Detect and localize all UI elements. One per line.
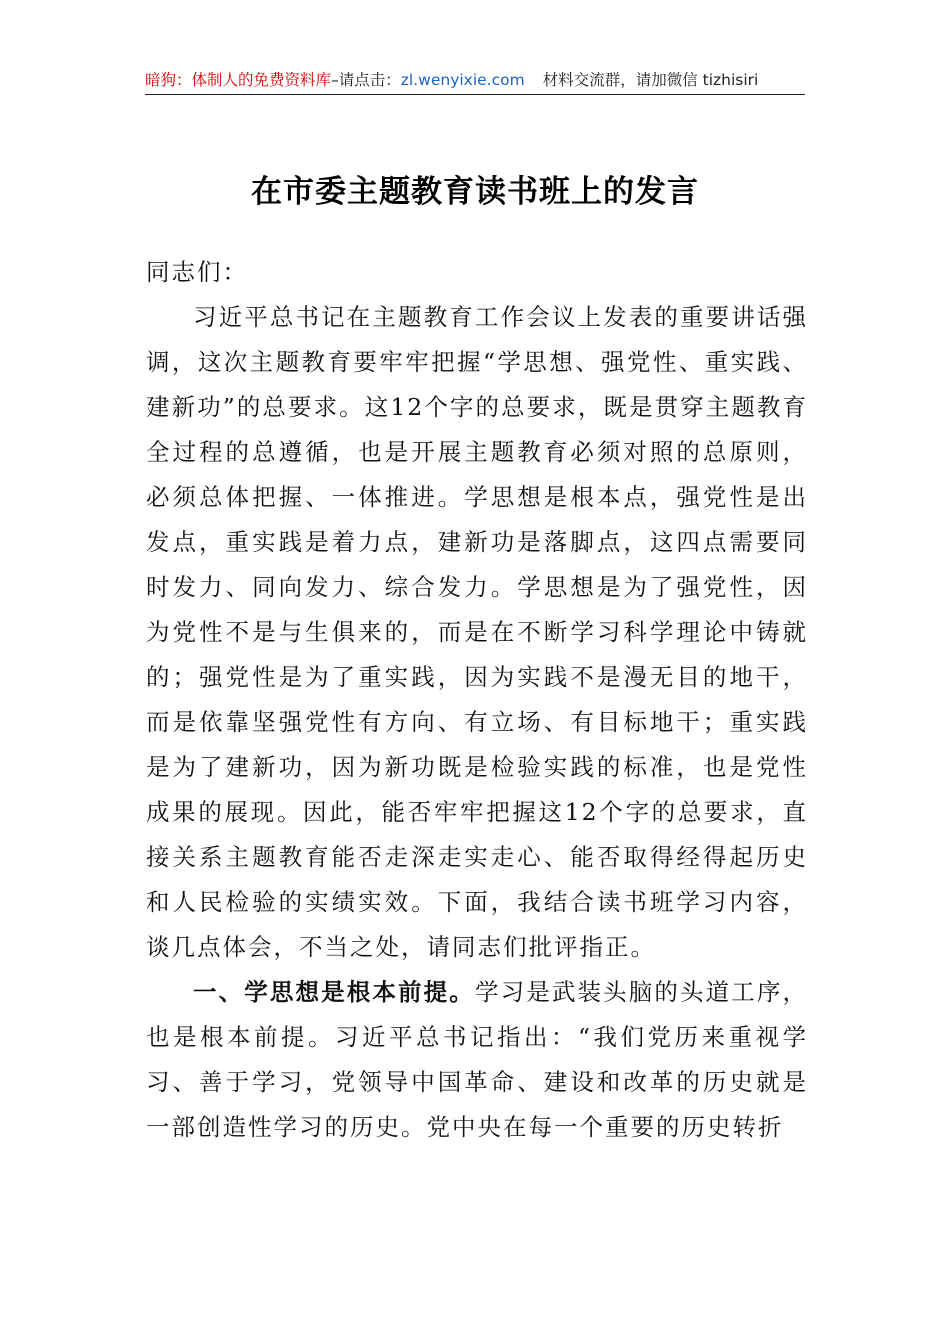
salutation: 同志们： [146, 258, 248, 286]
document-title: 在市委主题教育读书班上的发言 [251, 174, 699, 210]
source-banner [145, 66, 805, 95]
site-url-link[interactable]: zl.wenyixie.com [400, 71, 525, 89]
paragraph-section-1 [146, 970, 808, 1150]
paragraph-intro: 习近平总书记在主题教育工作会议上发表的重要讲话强调，这次主题教育要牢牢把握“学思想、强党性、重实践、建新功”的总要求。这12个字的总要求，既是贯穿主题教育全过程的总遵循，也是开展主题教育必须对照的总原则，必须总体把握、一体推进。学思想是根本点，强党性是出发点，重实践是着力点，建新功是落脚点，这四点需要同时发力、同向发力、综合发力。学思想是为了强党性，因为党性不是与生俱来的，而是在不断学习科学理论中铸就的；强党性是为了重实践，因为实践不是漫无目的地干，而是依靠坚强党性有方向、有立场、有目标地干；重实践是为了建新功，因为新功既是检验实践的标准，也是党性成果的展现。因此，能否牢牢把握这12个字的总要求，直接关系主题教育能否走深走实走心、能否取得经得起历史和人民检验的实绩实效。下面，我结合读书班学习内容，谈几点体会，不当之处，请同志们批评指正。 [146, 303, 808, 961]
contact-note: 材料交流群，请加微信 tizhisiri [542, 71, 759, 89]
document-body [146, 250, 808, 1150]
site-name: 暗狗：体制人的免费资料库 [145, 71, 332, 89]
section-1-heading: 一、学思想是根本前提。 [193, 978, 475, 1006]
click-label: –请点击： [331, 71, 401, 89]
section-1-text: 学习是武装头脑的头道工序，也是根本前提。习近平总书记指出：“我们党历来重视学习、善于学习，党领导中国革命、建设和改革的历史就是一部创造性学习的历史。党中央在每一个重要的历史转折 [146, 978, 809, 1141]
